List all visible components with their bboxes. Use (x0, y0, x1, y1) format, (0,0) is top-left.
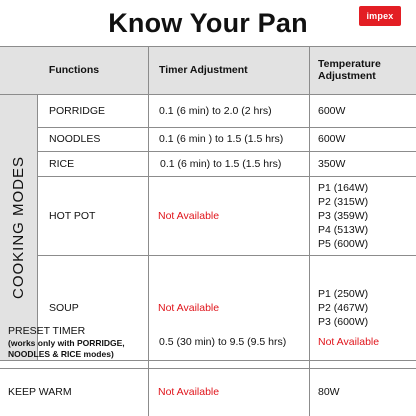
temp-level: P1 (164W) (318, 181, 369, 194)
header-functions: Functions (48, 64, 100, 76)
row-timer-hot-pot: Not Available (158, 209, 220, 222)
temp-level: P3 (600W) (318, 315, 369, 328)
row-function-rice: RICE (49, 157, 75, 170)
temp-level: P5 (600W) (318, 237, 369, 250)
cooking-modes-label: COOKING MODES (10, 155, 28, 299)
row-temp-keep-warm: 80W (318, 386, 340, 398)
row-function-soup: SOUP (49, 301, 79, 314)
row-temp-porridge: 600W (318, 104, 346, 117)
preset-timer-note: (works only with PORRIDGE, NOODLES & RICE modes) (8, 338, 125, 359)
temp-level: P2 (467W) (318, 301, 369, 314)
page-title: Know Your Pan (108, 8, 308, 38)
temp-level: P4 (513W) (318, 223, 369, 236)
header-timer: Timer Adjustment (159, 64, 248, 76)
row-timer-preset: 0.5 (30 min) to 9.5 (9.5 hrs) (159, 336, 287, 348)
header-temperature: Temperature Adjustment (318, 58, 381, 82)
row-timer-noodles: 0.1 (6 min ) to 1.5 (1.5 hrs) (159, 133, 284, 145)
spec-table (0, 46, 416, 416)
temp-level: P2 (315W) (318, 195, 369, 208)
row-temp-hot-pot (318, 176, 414, 255)
row-timer-soup: Not Available (158, 301, 220, 314)
preset-timer-label: PRESET TIMER (8, 325, 86, 337)
grid-line (148, 46, 149, 416)
row-temp-preset: Not Available (318, 336, 380, 348)
row-timer-porridge: 0.1 (6 min) to 2.0 (2 hrs) (159, 104, 272, 117)
temp-level: P3 (359W) (318, 209, 369, 222)
row-timer-keep-warm: Not Available (158, 386, 220, 398)
row-function-porridge: PORRIDGE (49, 104, 106, 117)
temp-level: P1 (250W) (318, 287, 369, 300)
row-function-keep-warm: KEEP WARM (8, 386, 72, 398)
brand-logo: impex (359, 6, 401, 26)
row-function-hot-pot: HOT POT (49, 209, 96, 222)
row-temp-noodles: 600W (318, 133, 346, 145)
row-function-preset-timer (8, 316, 148, 368)
row-timer-rice: 0.1 (6 min) to 1.5 (1.5 hrs) (160, 157, 282, 170)
row-function-noodles: NOODLES (49, 133, 101, 145)
grid-line (309, 46, 310, 416)
row-temp-rice: 350W (318, 157, 346, 170)
